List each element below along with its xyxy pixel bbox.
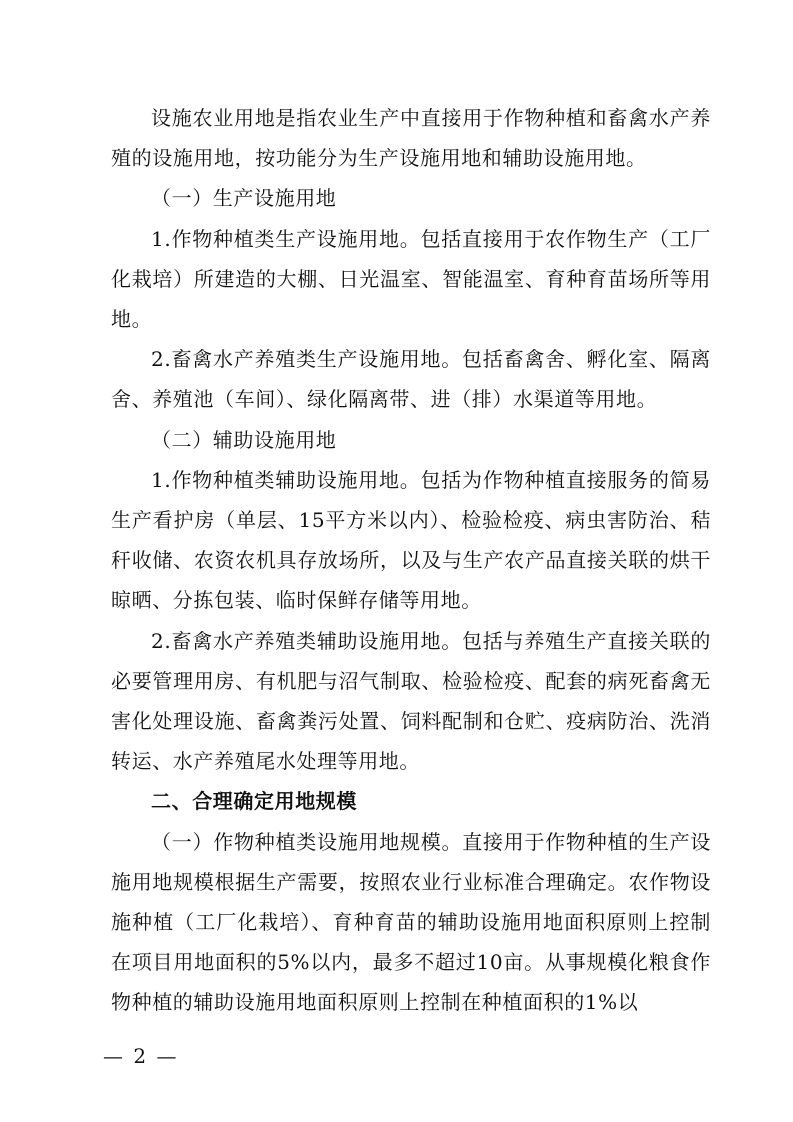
paragraph-crop-land-scale: （一）作物种植类设施用地规模。直接用于作物种植的生产设施用地规模根据生产需要，按照农业行业标准合理确定。农作物设施种植（工厂化栽培）、育种育苗的辅助设施用地面积原则上控制在项目用地面积的5%以内，最多不超过10亩。从事规模化粮食作物种植的辅助设施用地面积原则上控制在种植面积的1%以	[111, 829, 711, 1015]
paragraph-livestock-auxiliary-facilities: 2.畜禽水产养殖类辅助设施用地。包括与养殖生产直接关联的必要管理用房、有机肥与沼气制取、检验检疫、配套的病死畜禽无害化处理设施、畜禽粪污处置、饲料配制和仓贮、疫病防治、洗消转运、水产养殖尾水处理等用地。	[111, 628, 711, 774]
intro-paragraph: 设施农业用地是指农业生产中直接用于作物种植和畜禽水产养殖的设施用地，按功能分为生产设施用地和辅助设施用地。	[111, 106, 711, 171]
section-heading-production-facilities: （一）生产设施用地	[151, 186, 337, 211]
section-heading-land-scale: 二、合理确定用地规模	[151, 789, 357, 814]
page-number: — 2 —	[103, 1044, 179, 1068]
paragraph-crop-auxiliary-facilities: 1.作物种植类辅助设施用地。包括为作物种植直接服务的简易生产看护房（单层、15平方米以内）、检验检疫、病虫害防治、秸秆收储、农资农机具存放场所，以及与生产农产品直接关联的烘干晾晒、分拣包装、临时保鲜存储等用地。	[111, 467, 711, 613]
document-body	[111, 98, 711, 1023]
section-heading-auxiliary-facilities: （二）辅助设施用地	[151, 427, 337, 452]
paragraph-livestock-production-facilities: 2.畜禽水产养殖类生产设施用地。包括畜禽舍、孵化室、隔离舍、养殖池（车间）、绿化隔离带、进（排）水渠道等用地。	[111, 347, 711, 412]
paragraph-crop-production-facilities: 1.作物种植类生产设施用地。包括直接用于农作物生产（工厂化栽培）所建造的大棚、日光温室、智能温室、育种育苗场所等用地。	[111, 226, 711, 332]
